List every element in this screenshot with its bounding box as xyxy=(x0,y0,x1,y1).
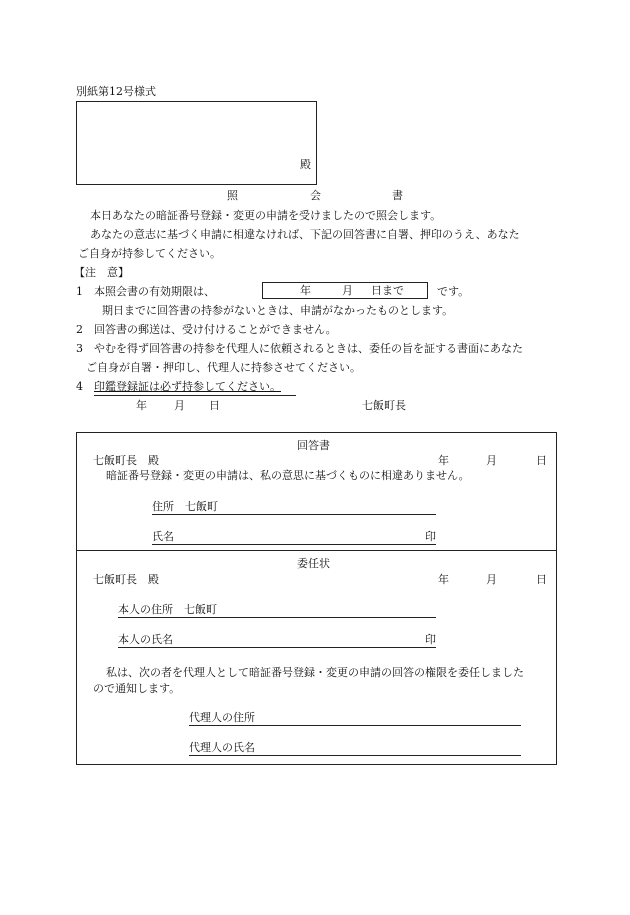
expiry-date-box xyxy=(262,282,428,299)
reply-title: 回答書 xyxy=(297,439,330,452)
proxy-statement-2: ので通知します。 xyxy=(93,682,181,695)
issue-year: 年 xyxy=(136,399,147,412)
reply-statement: 暗証番号登録・変更の申請は、私の意思に基づくものに相違ありません。 xyxy=(106,469,470,482)
note-3-number: 3 xyxy=(76,342,83,355)
proxy-day: 日 xyxy=(536,573,547,586)
proxy-statement-1: 私は、次の者を代理人として暗証番号登録・変更の申請の回答の権限を委任しました xyxy=(106,666,524,679)
issuer: 七飯町長 xyxy=(362,399,406,412)
agent-name-line[interactable] xyxy=(189,755,521,756)
principal-address-label: 本人の住所 七飯町 xyxy=(118,603,217,616)
agent-name-label: 代理人の氏名 xyxy=(189,741,255,754)
reply-year: 年 xyxy=(438,454,449,467)
proxy-month: 月 xyxy=(486,573,497,586)
agent-address-line[interactable] xyxy=(189,725,521,726)
proxy-seal: 印 xyxy=(425,633,436,646)
issue-day: 日 xyxy=(209,399,220,412)
proxy-addressee: 七飯町長 殿 xyxy=(93,573,159,586)
title-char-1: 照 xyxy=(227,189,238,202)
expiry-year: 年 xyxy=(300,284,311,297)
note-2-number: 2 xyxy=(76,323,83,336)
reply-day: 日 xyxy=(536,454,547,467)
reply-addressee: 七飯町長 殿 xyxy=(93,454,159,467)
note-1-suffix: です。 xyxy=(437,285,470,298)
note-1-sub: 期日までに回答書の持参がないときは、申請がなかったものとします。 xyxy=(102,304,454,317)
intro-line-3: ご自身が持参してください。 xyxy=(78,247,221,260)
note-1-text: 本照会書の有効期限は、 xyxy=(94,285,215,298)
reply-month: 月 xyxy=(486,454,497,467)
proxy-year: 年 xyxy=(438,573,449,586)
intro-line-2: あなたの意志に基づく申請に相違なければ、下記の回答書に自署、押印のうえ、あなた xyxy=(90,228,520,241)
issue-month: 月 xyxy=(174,399,185,412)
section-divider xyxy=(76,550,557,551)
note-4-double-underline xyxy=(94,395,296,396)
note-4-text: 印鑑登録証は必ず持参してください。 xyxy=(94,380,281,393)
form-number: 別紙第12号様式 xyxy=(76,85,156,98)
principal-name-line[interactable] xyxy=(118,647,436,648)
note-1-number: 1 xyxy=(76,285,83,298)
title-char-3: 書 xyxy=(392,189,403,202)
reply-name-label: 氏名 xyxy=(152,530,174,543)
reply-seal: 印 xyxy=(425,530,436,543)
expiry-month: 月 xyxy=(342,284,353,297)
note-3-text-1: やむを得ず回答書の持参を代理人に依頼されるときは、委任の旨を証する書面にあなた xyxy=(94,342,523,355)
reply-name-line[interactable] xyxy=(152,544,436,545)
expiry-day-until: 日まで xyxy=(371,284,404,297)
note-2-text: 回答書の郵送は、受け付けることができません。 xyxy=(94,323,337,336)
principal-name-label: 本人の氏名 xyxy=(118,633,173,646)
principal-address-line[interactable] xyxy=(118,617,436,618)
agent-address-label: 代理人の住所 xyxy=(189,711,255,724)
note-3-text-2: ご自身が自署・押印し、代理人に持参させてください。 xyxy=(86,361,361,374)
addressee-honorific: 殿 xyxy=(300,158,311,171)
intro-line-1: 本日あなたの暗証番号登録・変更の申請を受けましたので照会します。 xyxy=(90,209,442,222)
reply-address-label: 住所 七飯町 xyxy=(152,500,218,513)
proxy-title: 委任状 xyxy=(297,557,330,570)
reply-address-line[interactable] xyxy=(152,514,436,515)
notes-heading: 【注 意】 xyxy=(74,266,129,279)
note-4-number: 4 xyxy=(76,380,83,393)
addressee-box xyxy=(76,101,317,185)
title-char-2: 会 xyxy=(310,189,321,202)
